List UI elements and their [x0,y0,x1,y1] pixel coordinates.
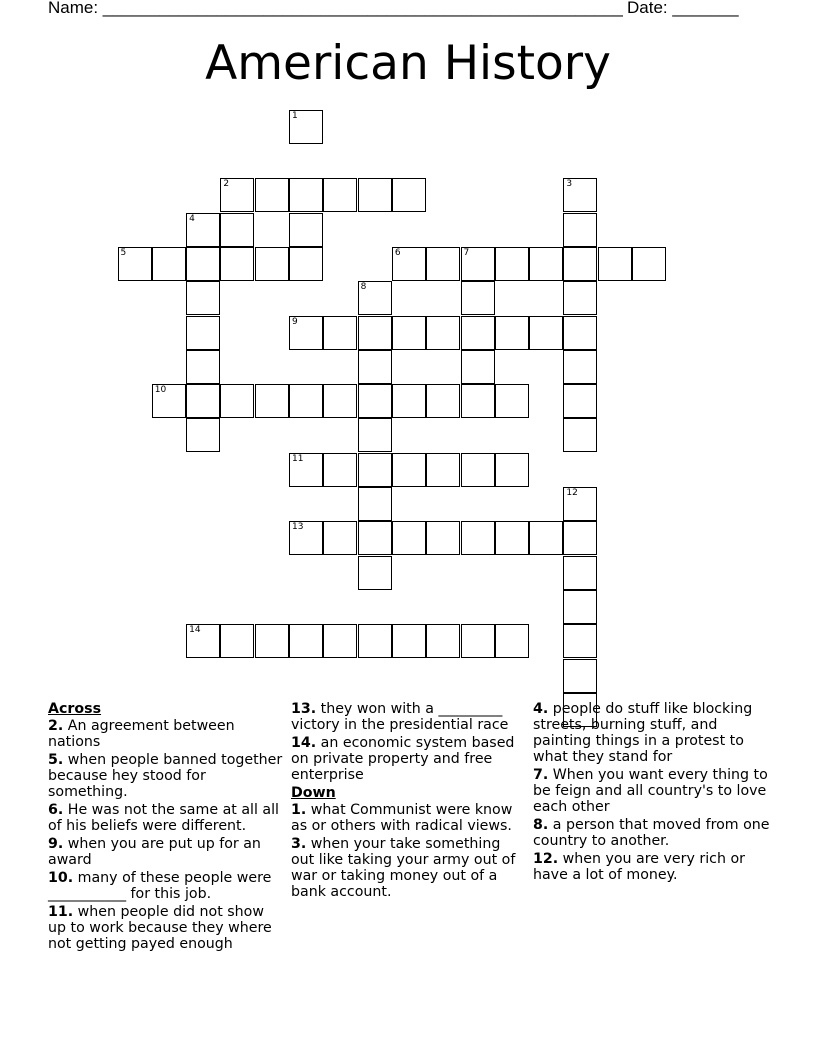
crossword-cell[interactable] [563,487,597,521]
crossword-cell[interactable] [598,247,632,281]
crossword-cell[interactable] [461,453,495,487]
crossword-cell[interactable] [186,624,220,658]
across-clue-10 [48,870,286,902]
cell-number: 2 [223,179,230,190]
clue-text: An agreement between nations [48,718,235,750]
crossword-cell[interactable] [495,247,529,281]
down-clue-3 [291,836,527,900]
crossword-cell[interactable] [220,624,254,658]
clues-column-3 [533,701,773,885]
page-title: American History [205,36,611,91]
crossword-cell[interactable] [289,178,323,212]
clues-column-2 [291,701,527,902]
clue-number: 11. [48,904,74,920]
clue-number: 4. [533,701,549,717]
cell-number: 14 [189,625,201,636]
crossword-cell[interactable] [563,659,597,693]
crossword-cell[interactable] [495,624,529,658]
crossword-cell[interactable] [563,624,597,658]
crossword-cell[interactable] [186,384,220,418]
crossword-cell[interactable] [392,384,426,418]
crossword-cell[interactable] [220,213,254,247]
cell-number: 12 [566,488,578,498]
across-clue-9 [48,836,286,868]
clue-number: 7. [533,767,549,783]
crossword-cell[interactable] [563,418,597,452]
across-clue-13 [291,701,527,733]
crossword-cell[interactable] [289,453,323,487]
down-clue-4 [533,701,773,765]
cell-number: 9 [292,316,298,327]
crossword-cell[interactable] [358,556,392,590]
crossword-cell[interactable] [358,384,392,418]
across-clue-5 [48,752,286,800]
cell-number: 8 [360,282,367,293]
crossword-cell[interactable] [152,384,186,418]
crossword-cell[interactable] [152,247,186,281]
crossword-cell[interactable] [392,247,426,281]
crossword-cell[interactable] [392,521,426,555]
crossword-cell[interactable] [358,350,392,384]
crossword-cell[interactable] [323,521,357,555]
crossword-cell[interactable] [255,384,289,418]
clue-text: they won with a _________ victory in the presidential race [291,701,509,733]
clue-text: a person that moved from one country to another. [533,817,770,849]
clue-number: 6. [48,802,64,818]
crossword-cell[interactable] [323,384,357,418]
clue-number: 1. [291,802,307,818]
cell-number: 13 [292,522,304,533]
crossword-cell[interactable] [461,316,495,350]
name-field[interactable]: Name: _______________________________________________________ [48,0,623,17]
clue-number: 10. [48,870,74,886]
crossword-cell[interactable] [426,384,460,418]
crossword-cell[interactable] [426,624,460,658]
crossword-cell[interactable] [461,521,495,555]
clue-number: 2. [48,718,64,734]
down-clue-12 [533,851,773,883]
crossword-cell[interactable] [392,316,426,350]
clue-text: when you are put up for an award [48,836,261,868]
crossword-cell[interactable] [563,350,597,384]
crossword-cell[interactable] [563,178,597,212]
crossword-cell[interactable] [358,521,392,555]
crossword-cell[interactable] [255,247,289,281]
crossword-cell[interactable] [563,247,597,281]
crossword-cell[interactable] [563,384,597,418]
crossword-cell[interactable] [358,178,392,212]
across-heading: Across [48,701,102,717]
down-heading: Down [291,785,336,801]
crossword-cell[interactable] [289,521,323,555]
crossword-cell[interactable] [186,213,220,247]
crossword-cell[interactable] [289,110,323,144]
crossword-cell[interactable] [358,453,392,487]
crossword-cell[interactable] [255,178,289,212]
clue-number: 5. [48,752,64,768]
clue-text: when your take something out like taking your army out of war or taking money out of a bank account. [291,836,516,900]
down-clue-7 [533,767,773,815]
crossword-cell[interactable] [392,624,426,658]
crossword-cell[interactable] [289,213,323,247]
cell-number: 3 [566,179,573,190]
crossword-cell[interactable] [563,281,597,315]
crossword-cell[interactable] [563,590,597,624]
cell-number: 4 [189,213,195,224]
crossword-cell[interactable] [186,247,220,281]
crossword-cell[interactable] [358,487,392,521]
crossword-cell[interactable] [563,316,597,350]
crossword-cell[interactable] [495,453,529,487]
down-clue-8 [533,817,773,849]
clue-text: people do stuff like blocking streets, burning stuff, and painting things in a protest to what they stand for [533,701,753,765]
crossword-cell[interactable] [186,281,220,315]
clue-text: when people did not show up to work because they where not getting payed enough [48,904,272,952]
crossword-cell[interactable] [358,418,392,452]
crossword-cell[interactable] [461,384,495,418]
crossword-cell[interactable] [529,247,563,281]
cell-number: 1 [292,110,298,121]
clue-text: when people banned together because hey stood for something. [48,752,283,800]
across-clue-6 [48,802,286,834]
crossword-cell[interactable] [186,350,220,384]
cell-number: 5 [120,247,127,258]
crossword-cell[interactable] [632,247,666,281]
crossword-cell[interactable] [186,418,220,452]
crossword-cell[interactable] [563,521,597,555]
crossword-cell[interactable] [323,453,357,487]
crossword-cell[interactable] [495,316,529,350]
crossword-cell[interactable] [529,521,563,555]
clue-text: When you want every thing to be feign and all country's to love each other [533,767,768,815]
crossword-cell[interactable] [118,247,152,281]
across-clue-11 [48,904,286,952]
clue-text: an economic system based on private property and free enterprise [291,735,515,783]
crossword-cell[interactable] [358,281,392,315]
crossword-cell[interactable] [186,316,220,350]
clue-text: He was not the same at all all of his beliefs were different. [48,802,279,834]
cell-number: 6 [394,247,401,258]
clue-text: many of these people were ___________ for this job. [48,870,272,902]
crossword-cell[interactable] [426,521,460,555]
across-clue-14 [291,735,527,783]
clue-number: 9. [48,836,64,852]
clue-number: 3. [291,836,307,852]
crossword-cell[interactable] [220,178,254,212]
clue-number: 13. [291,701,317,717]
clue-number: 12. [533,851,559,867]
crossword-cell[interactable] [495,384,529,418]
crossword-cell[interactable] [461,281,495,315]
crossword-cell[interactable] [323,316,357,350]
crossword-cell[interactable] [461,624,495,658]
crossword-cell[interactable] [358,316,392,350]
crossword-cell[interactable] [220,384,254,418]
crossword-cell[interactable] [495,521,529,555]
crossword-cell[interactable] [392,453,426,487]
crossword-cell[interactable] [529,316,563,350]
clue-number: 14. [291,735,317,751]
crossword-cell[interactable] [289,384,323,418]
across-clue-2 [48,718,286,750]
crossword-cell[interactable] [289,624,323,658]
clue-text: what Communist were know as or others with radical views. [291,802,513,834]
down-clue-1 [291,802,527,834]
clue-text: when you are very rich or have a lot of money. [533,851,745,883]
crossword-cell[interactable] [323,624,357,658]
crossword-cell[interactable] [563,556,597,590]
clues-column-1 [48,701,286,954]
crossword-cell[interactable] [426,247,460,281]
cell-number: 10 [154,385,167,396]
crossword-cell[interactable] [358,624,392,658]
crossword-cell[interactable] [392,178,426,212]
crossword-cell[interactable] [289,247,323,281]
crossword-cell[interactable] [255,624,289,658]
cell-number: 11 [292,453,304,464]
cell-number: 7 [463,247,470,258]
date-field[interactable]: Date: _______ [627,0,739,17]
crossword-cell[interactable] [220,247,254,281]
crossword-cell[interactable] [426,453,460,487]
crossword-cell[interactable] [563,213,597,247]
crossword-cell[interactable] [461,350,495,384]
crossword-cell[interactable] [289,316,323,350]
crossword-cell[interactable] [426,316,460,350]
clue-number: 8. [533,817,549,833]
crossword-cell[interactable] [461,247,495,281]
crossword-cell[interactable] [323,178,357,212]
